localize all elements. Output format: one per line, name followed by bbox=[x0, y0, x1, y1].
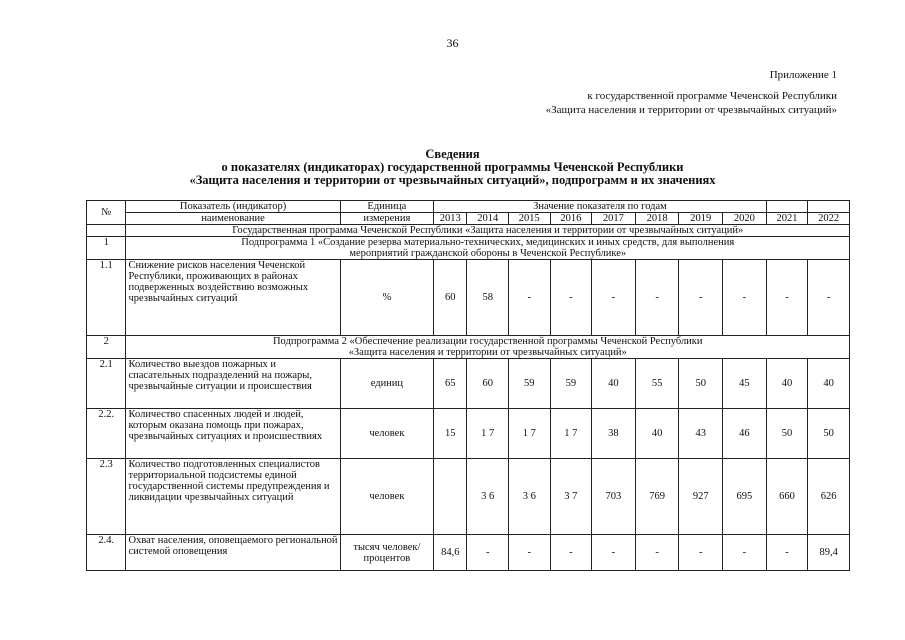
program-num bbox=[87, 225, 126, 237]
indicator-value: 46 bbox=[723, 409, 767, 459]
program-row bbox=[87, 225, 850, 237]
indicator-value: 50 bbox=[679, 359, 723, 409]
indicator-value: 59 bbox=[508, 359, 550, 409]
indicator-value: 60 bbox=[467, 359, 509, 409]
indicator-num: 2.3 bbox=[87, 459, 126, 535]
header-values: Значение показателя по годам bbox=[434, 201, 767, 213]
indicator-value: - bbox=[550, 535, 592, 571]
header-year: 2017 bbox=[592, 213, 636, 225]
header-year: 2022 bbox=[808, 213, 850, 225]
indicator-num: 2.2. bbox=[87, 409, 126, 459]
indicator-unit: человек bbox=[340, 409, 434, 459]
indicator-value: - bbox=[550, 260, 592, 336]
indicator-name: Количество спасенных людей и людей, которым оказана помощь при пожарах, чрезвычайных ситуациях и происшествиях bbox=[126, 409, 340, 459]
indicator-value: - bbox=[635, 260, 679, 336]
header-unit-measure: измерения bbox=[340, 213, 434, 225]
indicator-value: 40 bbox=[592, 359, 636, 409]
indicator-value: - bbox=[592, 260, 636, 336]
indicator-value: - bbox=[766, 535, 808, 571]
indicator-value: 927 bbox=[679, 459, 723, 535]
indicator-value: - bbox=[508, 260, 550, 336]
indicator-unit: тысяч человек/ процентов bbox=[340, 535, 434, 571]
indicator-name: Количество выездов пожарных и спасательных подразделений на пожары, чрезвычайные ситуации и происшествия bbox=[126, 359, 340, 409]
indicator-name: Охват населения, оповещаемого региональной системой оповещения bbox=[126, 535, 340, 571]
indicator-row-1-1 bbox=[87, 260, 850, 336]
indicator-value: - bbox=[592, 535, 636, 571]
subprogram-1-row bbox=[87, 237, 850, 260]
header-unit: Единица bbox=[340, 201, 434, 213]
indicator-name: Количество подготовленных специалистов территориальной подсистемы единой государственной системы предупреждения и ликвидации чрезвычайных ситуаций bbox=[126, 459, 340, 535]
indicator-value: 3 6 bbox=[508, 459, 550, 535]
subprogram-2-line-2: «Защита населения и территории от чрезвычайных ситуаций» bbox=[348, 347, 627, 358]
subprogram-1-line-2: мероприятий гражданской обороны в Чеченской Республике» bbox=[349, 248, 627, 259]
document-subtitle-line-1: о показателях (индикаторах) государственной программы Чеченской Республики bbox=[221, 160, 684, 174]
indicator-value: 3 7 bbox=[550, 459, 592, 535]
indicator-value: 40 bbox=[766, 359, 808, 409]
indicator-value: - bbox=[723, 535, 767, 571]
header-row-2 bbox=[87, 213, 850, 225]
indicator-value: 15 bbox=[434, 409, 467, 459]
indicator-row-2-3 bbox=[87, 459, 850, 535]
indicator-value: 695 bbox=[723, 459, 767, 535]
indicator-value bbox=[434, 459, 467, 535]
indicator-unit: единиц bbox=[340, 359, 434, 409]
indicator-value: 769 bbox=[635, 459, 679, 535]
indicator-value: 50 bbox=[766, 409, 808, 459]
header-indicator: Показатель (индикатор) bbox=[126, 201, 340, 213]
document-subtitle-line-2: «Защита населения и территории от чрезвычайных ситуаций», подпрограмм и их значениях bbox=[189, 173, 716, 187]
header-blank bbox=[808, 201, 850, 213]
program-title: Государственная программа Чеченской Республики «Защита населения и территории от чрезвычайных ситуаций» bbox=[126, 225, 850, 237]
indicator-value: 60 bbox=[434, 260, 467, 336]
subprogram-2-num: 2 bbox=[87, 336, 126, 359]
indicator-unit: % bbox=[340, 260, 434, 336]
header-year: 2021 bbox=[766, 213, 808, 225]
appendix-title: Приложение 1 bbox=[769, 69, 837, 81]
indicator-value: 38 bbox=[592, 409, 636, 459]
indicator-row-2-1 bbox=[87, 359, 850, 409]
indicator-value: 59 bbox=[550, 359, 592, 409]
subprogram-1-num: 1 bbox=[87, 237, 126, 260]
indicator-value: - bbox=[635, 535, 679, 571]
subprogram-1-title bbox=[126, 237, 850, 260]
header-year: 2014 bbox=[467, 213, 509, 225]
indicator-value: 626 bbox=[808, 459, 850, 535]
indicator-row-2-2 bbox=[87, 409, 850, 459]
header-year: 2016 bbox=[550, 213, 592, 225]
indicator-value: - bbox=[766, 260, 808, 336]
indicator-value: 40 bbox=[808, 359, 850, 409]
indicator-value: 1 7 bbox=[508, 409, 550, 459]
header-num: № bbox=[87, 201, 126, 225]
header-indicator-name: наименование bbox=[126, 213, 340, 225]
indicator-value: - bbox=[467, 535, 509, 571]
indicator-value: 660 bbox=[766, 459, 808, 535]
indicator-num: 2.4. bbox=[87, 535, 126, 571]
indicator-num: 1.1 bbox=[87, 260, 126, 336]
indicator-row-2-4 bbox=[87, 535, 850, 571]
indicator-value: 43 bbox=[679, 409, 723, 459]
subprogram-1-line-1: Подпрограмма 1 «Создание резерва материально-технических, медицинских и иных средств, для выполнения bbox=[241, 237, 735, 248]
appendix-line-1: к государственной программе Чеченской Республики bbox=[587, 90, 837, 102]
indicator-value: 50 bbox=[808, 409, 850, 459]
header-year: 2013 bbox=[434, 213, 467, 225]
document-title: Сведения bbox=[425, 147, 480, 161]
indicator-value: 58 bbox=[467, 260, 509, 336]
subprogram-2-row bbox=[87, 336, 850, 359]
indicator-value: 3 6 bbox=[467, 459, 509, 535]
indicator-value: - bbox=[723, 260, 767, 336]
indicator-value: 55 bbox=[635, 359, 679, 409]
header-year: 2018 bbox=[635, 213, 679, 225]
indicator-value: 84,6 bbox=[434, 535, 467, 571]
indicators-table bbox=[86, 200, 850, 571]
indicator-unit: человек bbox=[340, 459, 434, 535]
indicator-value: 1 7 bbox=[467, 409, 509, 459]
appendix-line-2: «Защита населения и территории от чрезвычайных ситуаций» bbox=[545, 104, 837, 116]
header-blank bbox=[766, 201, 808, 213]
header-year: 2015 bbox=[508, 213, 550, 225]
indicator-num: 2.1 bbox=[87, 359, 126, 409]
indicator-value: - bbox=[679, 535, 723, 571]
header-row-1 bbox=[87, 201, 850, 213]
indicator-value: 40 bbox=[635, 409, 679, 459]
indicator-value: 89,4 bbox=[808, 535, 850, 571]
indicator-value: - bbox=[508, 535, 550, 571]
subprogram-2-line-1: Подпрограмма 2 «Обеспечение реализации государственной программы Чеченской Республики bbox=[272, 336, 703, 347]
indicator-value: - bbox=[808, 260, 850, 336]
indicator-value: 1 7 bbox=[550, 409, 592, 459]
indicator-value: 45 bbox=[723, 359, 767, 409]
indicator-value: - bbox=[679, 260, 723, 336]
page-number: 36 bbox=[446, 36, 459, 50]
indicator-name: Снижение рисков населения Чеченской Республики, проживающих в районах подверженных воздействию возможных чрезвычайных ситуаций bbox=[126, 260, 340, 336]
indicator-value: 703 bbox=[592, 459, 636, 535]
header-year: 2020 bbox=[723, 213, 767, 225]
indicator-value: 65 bbox=[434, 359, 467, 409]
header-year: 2019 bbox=[679, 213, 723, 225]
subprogram-2-title bbox=[126, 336, 850, 359]
